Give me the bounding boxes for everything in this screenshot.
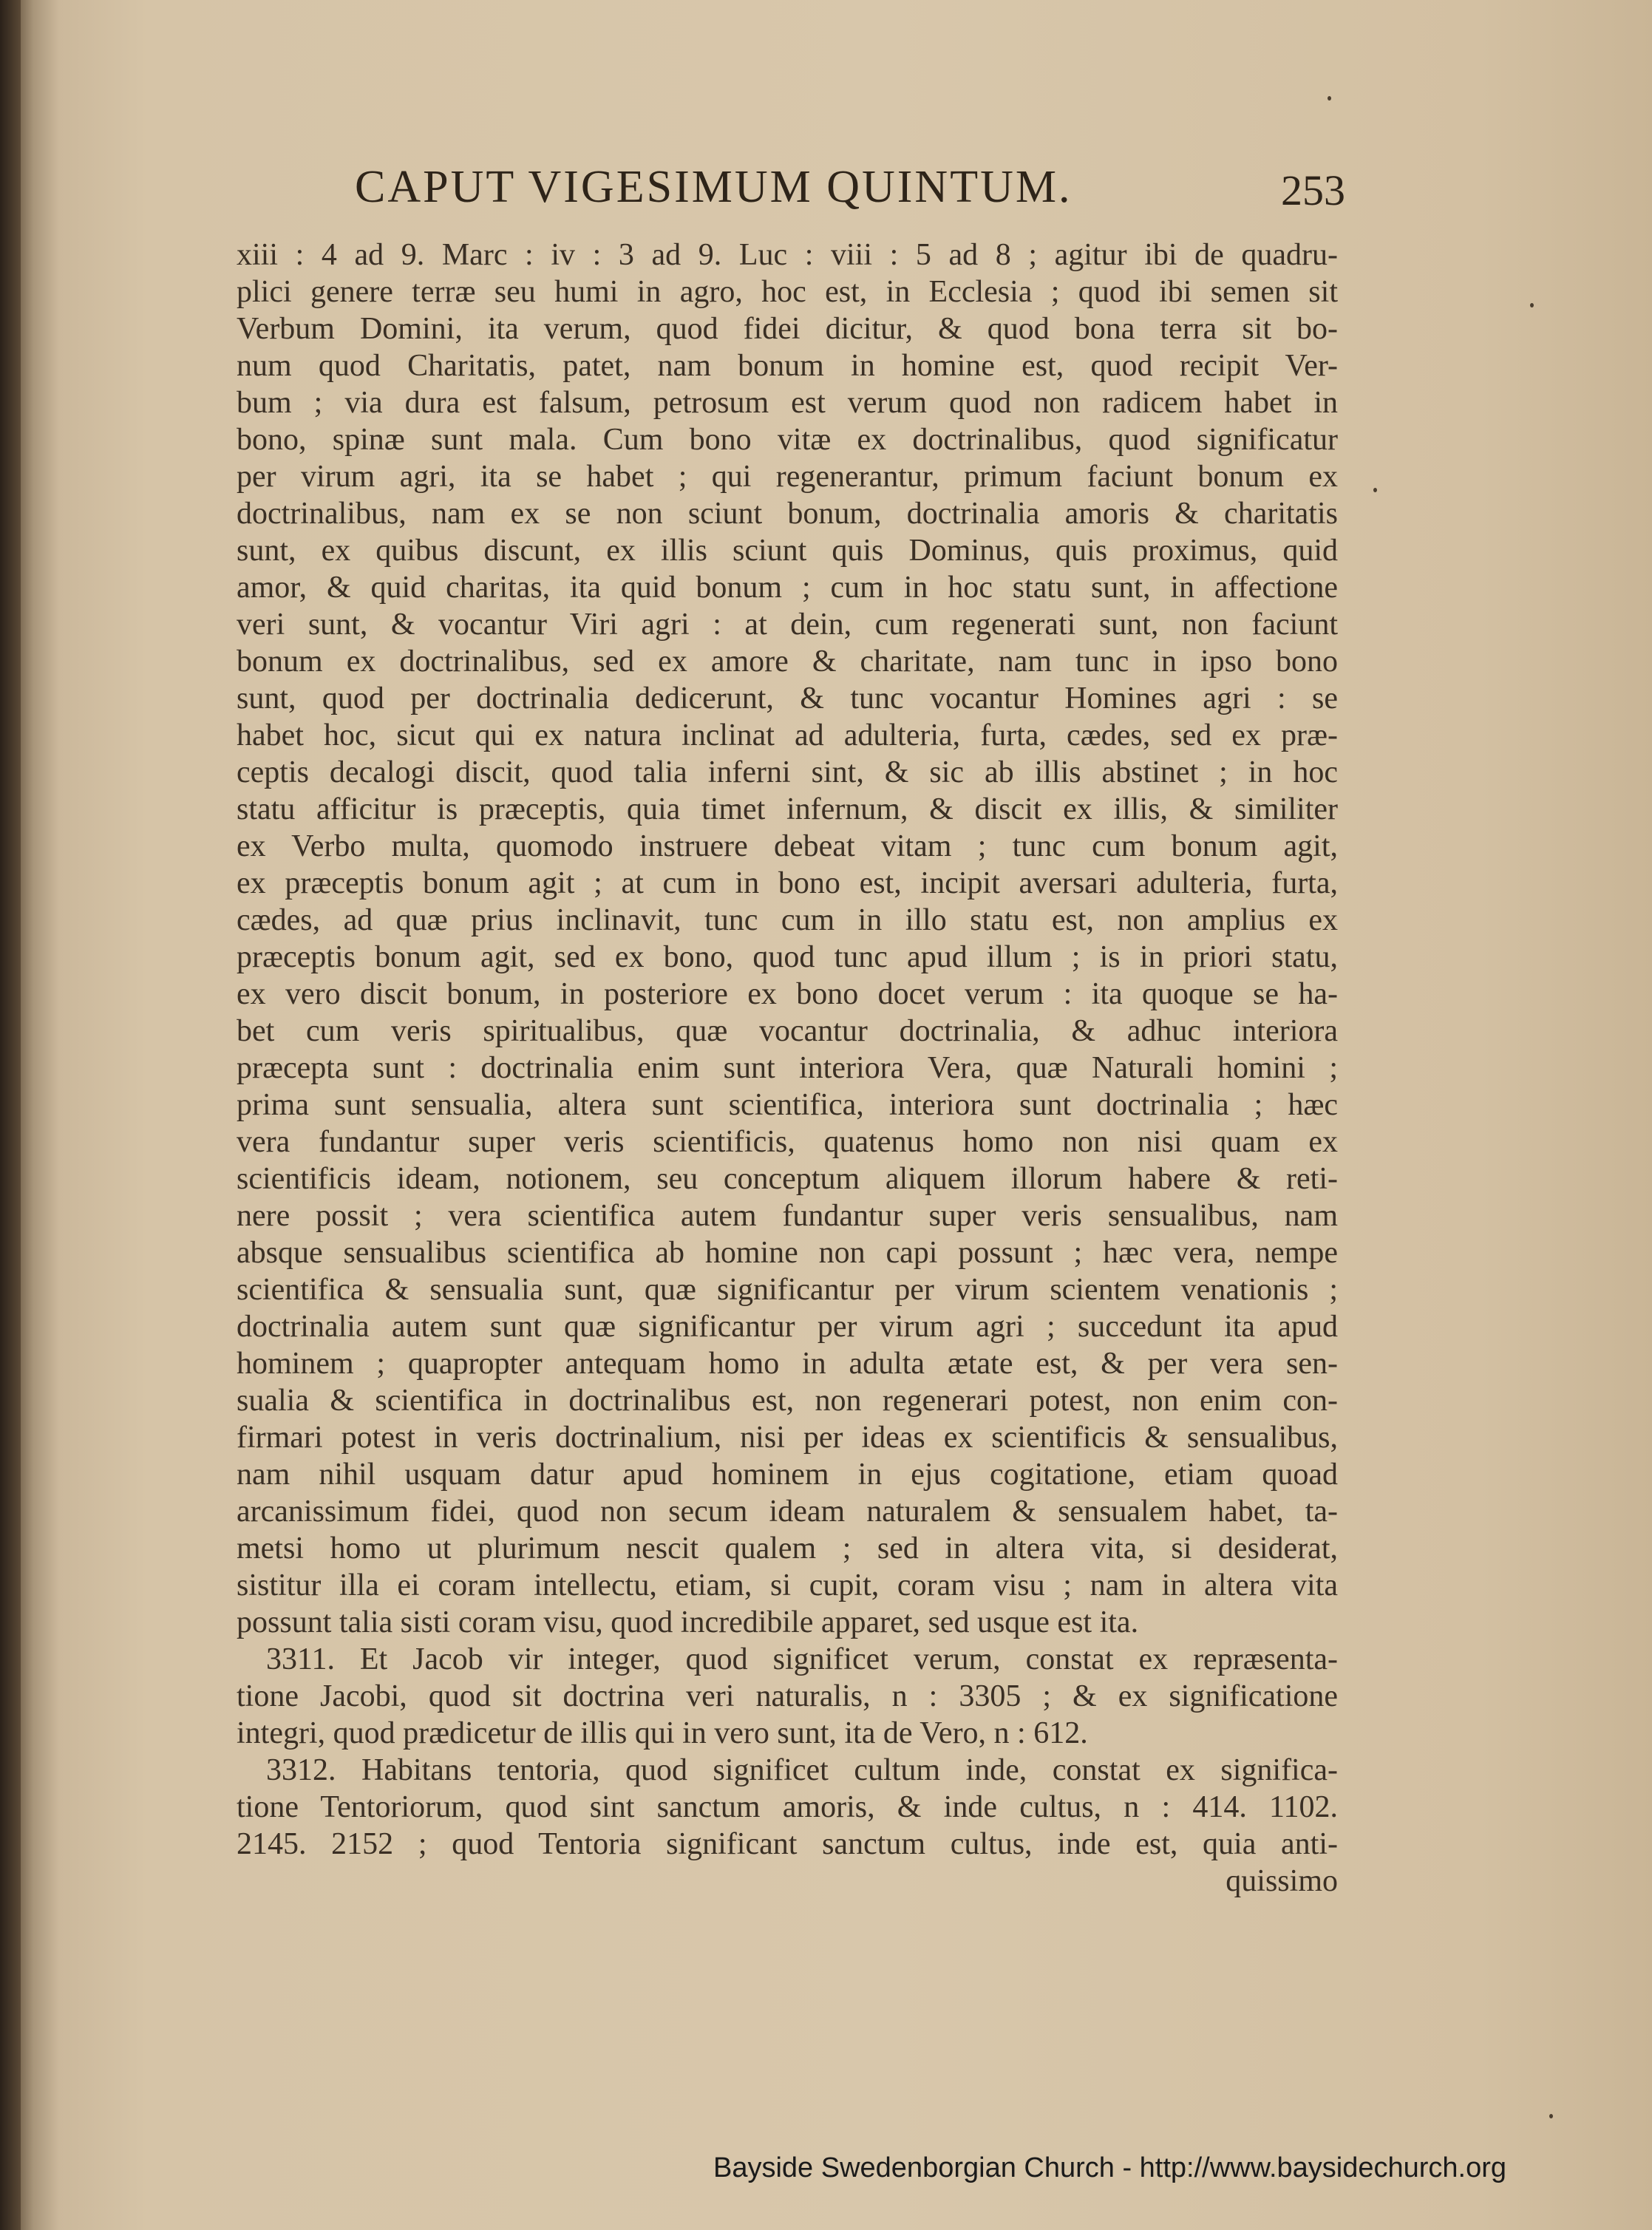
text-line: metsi homo ut plurimum nescit qualem ; sed in altera vita, si desiderat,: [237, 1532, 1338, 1566]
watermark-text: Bayside Swedenborgian Church - http://www.baysidechurch.org: [713, 2152, 1507, 2183]
text-line: Verbum Domini, ita verum, quod fidei dicitur, & quod bona terra sit bo-: [237, 312, 1338, 346]
text-line: hominem ; quapropter antequam homo in adulta ætate est, & per vera sen-: [237, 1347, 1338, 1381]
text-line: cædes, ad quæ prius inclinavit, tunc cum in illo statu est, non amplius ex: [237, 903, 1338, 937]
text-line: sunt, ex quibus discunt, ex illis sciunt quis Dominus, quis proximus, quid: [237, 534, 1338, 568]
text-line: sistitur illa ei coram intellectu, etiam, si cupit, coram visu ; nam in altera vita: [237, 1568, 1338, 1602]
page-header: [355, 161, 1345, 228]
text-line: vera fundantur super veris scientificis, quatenus homo non nisi quam ex: [237, 1125, 1338, 1159]
text-line: bum ; via dura est falsum, petrosum est verum quod non radicem habet in: [237, 386, 1338, 420]
ink-speck: [1373, 488, 1377, 492]
text-line: amor, & quid charitas, ita quid bonum ; cum in hoc statu sunt, in affectione: [237, 571, 1338, 605]
text-line: per virum agri, ita se habet ; qui regenerantur, primum faciunt bonum ex: [237, 460, 1338, 494]
running-head: CAPUT VIGESIMUM QUINTUM.: [355, 162, 1073, 212]
text-line: præceptis bonum agit, sed ex bono, quod tunc apud illum ; is in priori statu,: [237, 940, 1338, 974]
text-line: firmari potest in veris doctrinalium, nisi per ideas ex scientificis & sensualibus,: [237, 1421, 1338, 1455]
text-line: ex præceptis bonum agit ; at cum in bono est, incipit aversari adulteria, furta,: [237, 866, 1338, 900]
text-line: nere possit ; vera scientifica autem fundantur super veris sensualibus, nam: [237, 1199, 1338, 1233]
body-text: [237, 237, 1338, 1900]
page-number: 253: [1281, 166, 1345, 214]
text-line: ceptis decalogi discit, quod talia inferni sint, & sic ab illis abstinet ; in hoc: [237, 755, 1338, 789]
text-line: scientifica & sensualia sunt, quæ significantur per virum scientem venationis ;: [237, 1273, 1338, 1307]
ink-speck: [1328, 96, 1331, 101]
text-line: absque sensualibus scientifica ab homine non capi possunt ; hæc vera, nempe: [237, 1236, 1338, 1270]
text-line: 2145. 2152 ; quod Tentoria significant sanctum cultus, inde est, quia anti-: [237, 1827, 1338, 1861]
text-line: statu afficitur is præceptis, quia timet infernum, & discit ex illis, & similiter: [237, 792, 1338, 826]
text-line: bet cum veris spiritualibus, quæ vocantur doctrinalia, & adhuc interiora: [237, 1014, 1338, 1048]
text-line: scientificis ideam, notionem, seu conceptum aliquem illorum habere & reti-: [237, 1162, 1338, 1196]
text-line: prima sunt sensualia, altera sunt scientifica, interiora sunt doctrinalia ; hæc: [237, 1088, 1338, 1122]
text-line: ex Verbo multa, quomodo instruere debeat vitam ; tunc cum bonum agit,: [237, 829, 1338, 863]
paragraph-3312-line: 3312. Habitans tentoria, quod significet cultum inde, constat ex significa-: [266, 1753, 1338, 1787]
text-line: plici genere terræ seu humi in agro, hoc est, in Ecclesia ; quod ibi semen sit: [237, 275, 1338, 309]
text-line: præcepta sunt : doctrinalia enim sunt interiora Vera, quæ Naturali homini ;: [237, 1051, 1338, 1085]
text-line: bono, spinæ sunt mala. Cum bono vitæ ex doctrinalibus, quod significatur: [237, 423, 1338, 457]
text-line: xiii : 4 ad 9. Marc : iv : 3 ad 9. Luc : viii : 5 ad 8 ; agitur ibi de quadru-: [237, 238, 1338, 272]
text-line: integri, quod prædicetur de illis qui in vero sunt, ita de Vero, n : 612.: [237, 1716, 1088, 1750]
text-line: habet hoc, sicut qui ex natura inclinat ad adulteria, furta, cædes, sed ex præ-: [237, 718, 1338, 752]
text-line: sunt, quod per doctrinalia dedicerunt, & tunc vocantur Homines agri : se: [237, 681, 1338, 715]
ink-speck: [1549, 2114, 1553, 2118]
text-line: possunt talia sisti coram visu, quod incredibile apparet, sed usque est ita.: [237, 1605, 1139, 1639]
ink-speck: [1530, 303, 1534, 307]
text-line: arcanissimum fidei, quod non secum ideam naturalem & sensualem habet, ta-: [237, 1495, 1338, 1529]
text-line: tione Tentoriorum, quod sint sanctum amoris, & inde cultus, n : 414. 1102.: [237, 1790, 1338, 1824]
text-line: num quod Charitatis, patet, nam bonum in homine est, quod recipit Ver-: [237, 349, 1338, 383]
text-line: sualia & scientifica in doctrinalibus est, non regenerari potest, non enim con-: [237, 1384, 1338, 1418]
text-line: veri sunt, & vocantur Viri agri : at dein, cum regenerati sunt, non faciunt: [237, 608, 1338, 642]
text-line: doctrinalibus, nam ex se non sciunt bonum, doctrinalia amoris & charitatis: [237, 497, 1338, 531]
text-line: tione Jacobi, quod sit doctrina veri naturalis, n : 3305 ; & ex significatione: [237, 1679, 1338, 1713]
text-line: nam nihil usquam datur apud hominem in ejus cogitatione, etiam quoad: [237, 1458, 1338, 1492]
paragraph-3311-line: 3311. Et Jacob vir integer, quod significet verum, constat ex repræsenta-: [266, 1642, 1338, 1676]
catchword: quissimo: [1226, 1864, 1338, 1898]
text-line: bonum ex doctrinalibus, sed ex amore & charitate, nam tunc in ipso bono: [237, 645, 1338, 679]
text-line: ex vero discit bonum, in posteriore ex bono docet verum : ita quoque se ha-: [237, 977, 1338, 1011]
text-line: doctrinalia autem sunt quæ significantur per virum agri ; succedunt ita apud: [237, 1310, 1338, 1344]
